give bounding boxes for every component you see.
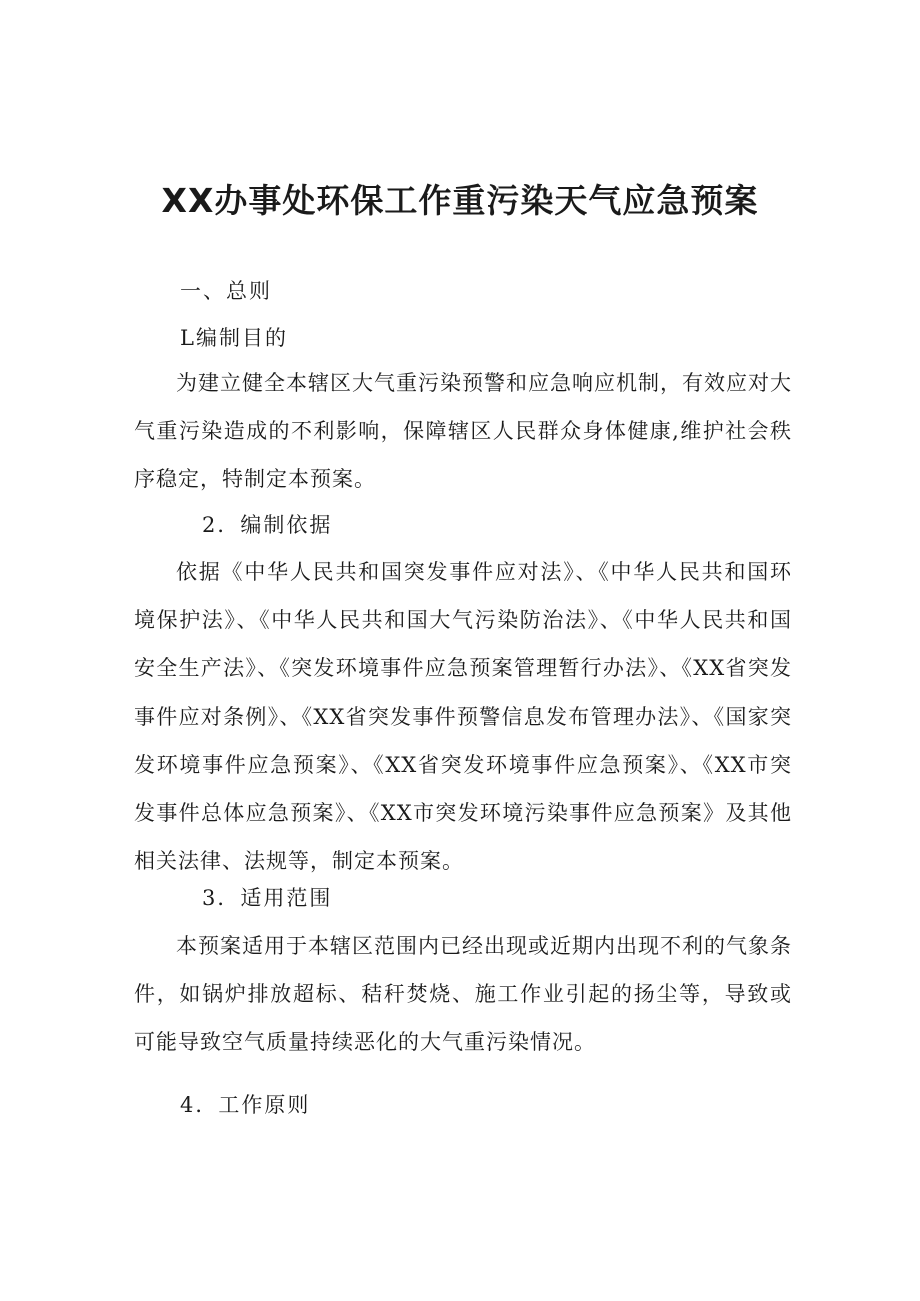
subheading-principles: 4．工作原则	[180, 1093, 311, 1117]
subheading-scope: 3．适用范围	[202, 886, 333, 910]
paragraph-basis: 依据《中华人民共和国突发事件应对法》、《中华人民共和国环境保护法》、《中华人民共和国大气污染防治法》、《中华人民共和国安全生产法》、《突发环境事件应急预案管理暂行办法》、《XX省突发事件应对条例》、《XX省突发事件预警信息发布管理办法》、《国家突发环境事件应急预案》、《XX省突发环境事件应急预案》、《XX市突发事件总体应急预案》、《XX市突发环境污染事件应急预案》及其他相关法律、法规等，制定本预案。	[134, 560, 792, 874]
subheading-basis: 2．编制依据	[202, 513, 333, 537]
subheading-purpose: L编制目的	[180, 326, 288, 350]
document-title: XX办事处环保工作重污染天气应急预案	[161, 181, 759, 220]
section-heading-general: 一、总则	[180, 279, 272, 303]
paragraph-purpose: 为建立健全本辖区大气重污染预警和应急响应机制，有效应对大气重污染造成的不利影响，保障辖区人民群众身体健康,维护社会秩序稳定，特制定本预案。	[134, 371, 792, 492]
paragraph-scope: 本预案适用于本辖区范围内已经出现或近期内出现不利的气象条件，如锅炉排放超标、秸秆焚烧、施工作业引起的扬尘等，导致或可能导致空气质量持续恶化的大气重污染情况。	[134, 934, 792, 1055]
